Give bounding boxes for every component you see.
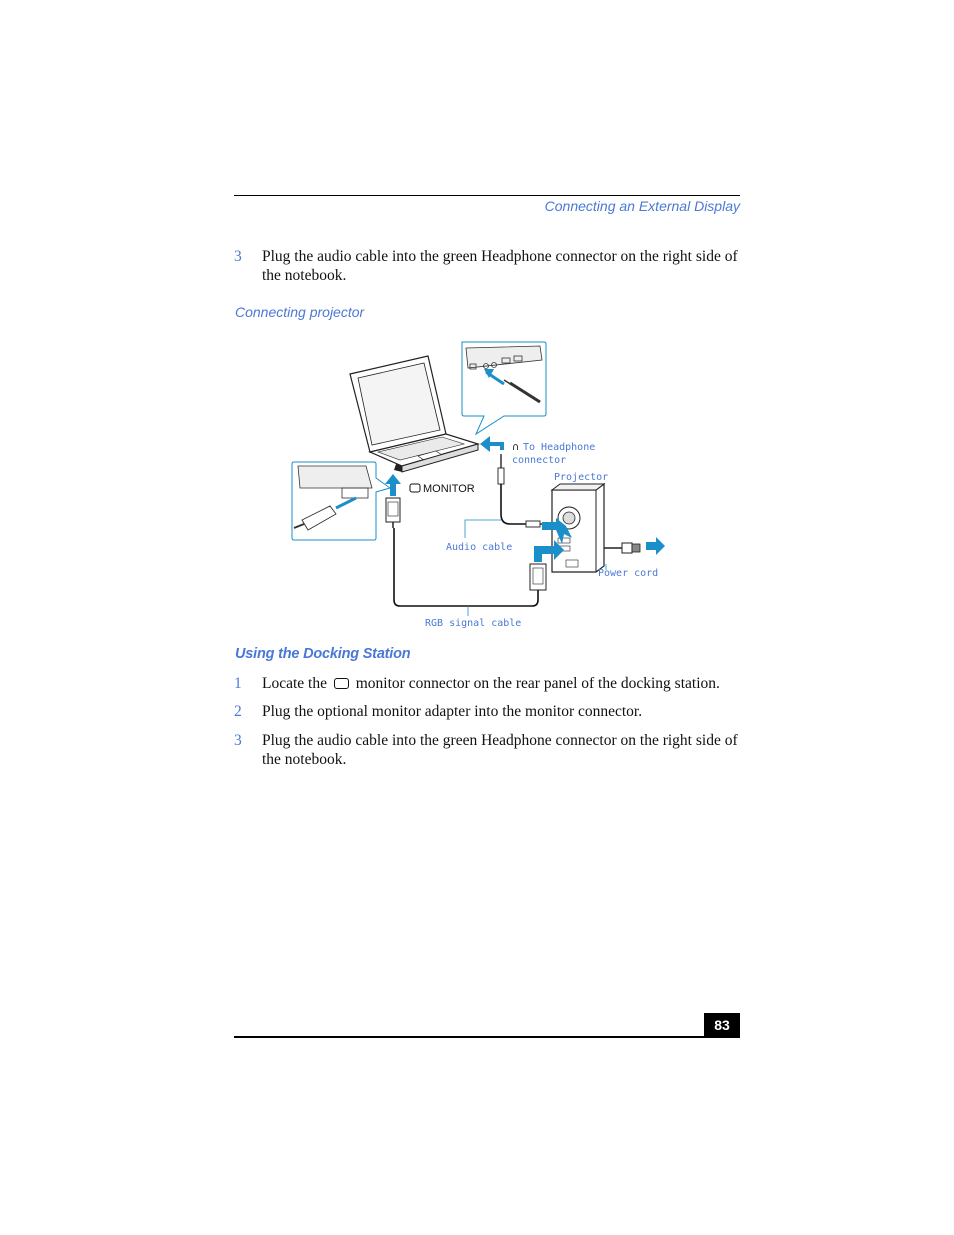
header-rule [234, 195, 740, 196]
monitor-inset [292, 462, 390, 540]
footer-rule [234, 1036, 740, 1038]
running-header: Connecting an External Display [544, 198, 740, 214]
step-number: 2 [234, 703, 242, 720]
docking-section-title: Using the Docking Station [235, 646, 411, 662]
label-power-cord: Power cord [598, 568, 659, 579]
monitor-icon [334, 678, 349, 689]
notebook-illustration [350, 356, 478, 472]
step-text: Plug the audio cable into the green Headphone connector on the right side of the notebook. [262, 248, 738, 284]
projector-vga-connector [530, 564, 546, 590]
connection-diagram [290, 338, 670, 633]
label-projector: Projector [554, 472, 609, 483]
label-audio-cable: Audio cable [446, 542, 513, 553]
step-text-before: Locate the [262, 675, 327, 692]
monitor-icon [410, 484, 420, 492]
docking-step-3 [234, 731, 740, 769]
step-number: 3 [234, 732, 242, 749]
rgb-signal-cable [394, 528, 538, 606]
docking-step-2 [234, 702, 740, 721]
power-cord [604, 537, 665, 555]
label-monitor: MONITOR [423, 483, 475, 495]
step-text-after: monitor connector on the rear panel of the docking station. [355, 675, 720, 692]
monitor-arrow-icon [385, 474, 401, 496]
step-number: 3 [234, 248, 242, 265]
step-text: Plug the optional monitor adapter into the monitor connector. [262, 703, 643, 720]
headphone-icon: ∩ [512, 442, 520, 453]
label-to-headphone: To Headphone [523, 442, 596, 453]
intro-step [234, 247, 740, 285]
label-connector: connector [512, 455, 567, 466]
label-rgb-cable: RGB signal cable [425, 618, 522, 629]
step-number: 1 [234, 675, 242, 692]
figure-title: Connecting projector [235, 304, 365, 320]
vga-connector [386, 498, 400, 528]
page-number: 83 [704, 1013, 740, 1037]
step-text: Plug the audio cable into the green Headphone connector on the right side of the notebook. [262, 732, 738, 768]
headphone-inset [462, 342, 546, 434]
headphone-arrow-icon [480, 436, 504, 452]
docking-step-1 [234, 674, 740, 693]
